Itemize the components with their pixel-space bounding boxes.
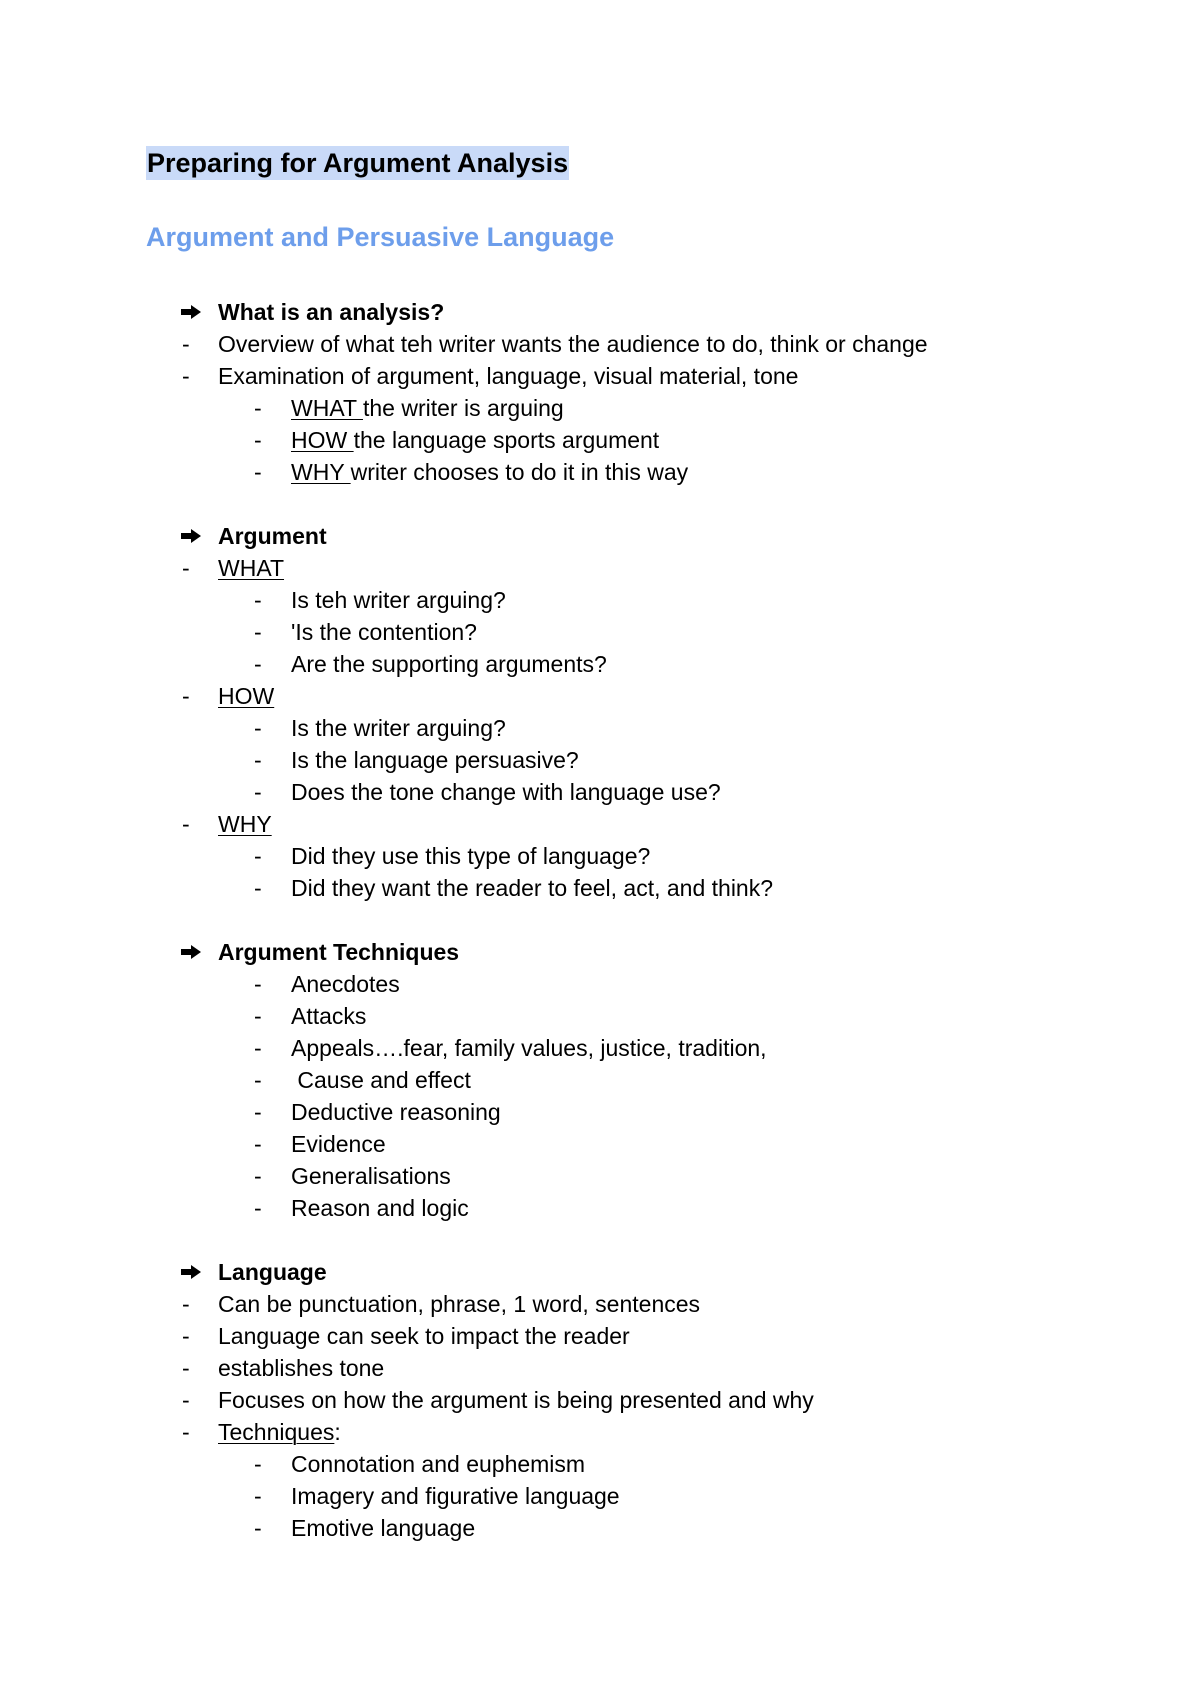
- dash-bullet: -: [182, 1323, 190, 1349]
- item-text: Did they want the reader to feel, act, and think?: [291, 875, 774, 901]
- arrow-icon: [180, 936, 208, 968]
- item-text: Is teh writer arguing?: [291, 587, 506, 613]
- item-rest: the writer is arguing: [362, 395, 564, 421]
- dash-bullet: -: [182, 811, 190, 837]
- item-text: Connotation and euphemism: [291, 1451, 586, 1477]
- dash-bullet: -: [254, 843, 262, 869]
- page-subtitle: Argument and Persuasive Language: [146, 222, 615, 252]
- item-rest: writer chooses to do it in this way: [350, 459, 689, 485]
- dash-bullet: -: [254, 1035, 262, 1061]
- heading-text: What is an analysis?: [218, 299, 445, 325]
- dash-bullet: -: [254, 1483, 262, 1509]
- item-text: Emotive language: [291, 1515, 476, 1541]
- dash-bullet: -: [182, 1419, 190, 1445]
- item-text: Evidence: [291, 1131, 386, 1157]
- heading-text: Argument: [218, 523, 327, 549]
- item-text: Does the tone change with language use?: [291, 779, 721, 805]
- dash-bullet: -: [254, 1195, 262, 1221]
- arrow-icon: [180, 296, 208, 328]
- dash-bullet: -: [254, 1067, 262, 1093]
- item-text: Can be punctuation, phrase, 1 word, sentences: [218, 1291, 701, 1317]
- dash-bullet: -: [182, 1291, 190, 1317]
- dash-bullet: -: [254, 971, 262, 997]
- item-text: Deductive reasoning: [291, 1099, 501, 1125]
- item-text: Cause and effect: [291, 1067, 471, 1093]
- dash-bullet: -: [254, 395, 262, 421]
- heading-text: Language: [218, 1259, 327, 1285]
- item-text: Did they use this type of language?: [291, 843, 651, 869]
- item-text: [291, 392, 564, 424]
- item-text: 'Is the contention?: [291, 619, 477, 645]
- item-rest: the language sports argument: [353, 427, 660, 453]
- arrow-icon: [180, 1256, 208, 1288]
- item-text: Reason and logic: [291, 1195, 469, 1221]
- dash-bullet: -: [182, 363, 190, 389]
- dash-bullet: -: [254, 619, 262, 645]
- dash-bullet: -: [254, 1515, 262, 1541]
- item-text: Appeals….fear, family values, justice, tradition,: [291, 1035, 767, 1061]
- item-text: Is the writer arguing?: [291, 715, 506, 741]
- dash-bullet: -: [182, 1355, 190, 1381]
- item-text: WHY: [218, 811, 272, 837]
- dash-bullet: -: [254, 1163, 262, 1189]
- dash-bullet: -: [254, 1131, 262, 1157]
- item-text: WHAT: [218, 555, 285, 581]
- dash-bullet: -: [254, 1003, 262, 1029]
- item-lead: WHAT: [291, 395, 363, 421]
- dash-bullet: -: [182, 555, 190, 581]
- item-text: establishes tone: [218, 1355, 385, 1381]
- dash-bullet: -: [254, 779, 262, 805]
- dash-bullet: -: [254, 875, 262, 901]
- dash-bullet: -: [182, 1387, 190, 1413]
- item-lead: WHY: [291, 459, 351, 485]
- item-text: [218, 1416, 341, 1448]
- item-lead: HOW: [291, 427, 354, 453]
- item-text: Attacks: [291, 1003, 367, 1029]
- dash-bullet: -: [182, 331, 190, 357]
- page-title: Preparing for Argument Analysis: [147, 148, 569, 178]
- item-text: [291, 456, 688, 488]
- item-text: Is the language persuasive?: [291, 747, 579, 773]
- dash-bullet: -: [254, 1099, 262, 1125]
- item-text: Language can seek to impact the reader: [218, 1323, 630, 1349]
- item-text: Anecdotes: [291, 971, 400, 997]
- dash-bullet: -: [254, 427, 262, 453]
- techniques-colon: :: [334, 1419, 341, 1445]
- dash-bullet: -: [254, 587, 262, 613]
- item-text: Are the supporting arguments?: [291, 651, 607, 677]
- item-text: Imagery and figurative language: [291, 1483, 620, 1509]
- arrow-icon: [180, 520, 208, 552]
- item-text: Overview of what teh writer wants the audience to do, think or change: [218, 331, 928, 357]
- dash-bullet: -: [254, 651, 262, 677]
- item-text: Examination of argument, language, visual material, tone: [218, 363, 799, 389]
- item-text: Generalisations: [291, 1163, 451, 1189]
- dash-bullet: -: [254, 715, 262, 741]
- dash-bullet: -: [254, 747, 262, 773]
- item-text: [291, 424, 659, 456]
- dash-bullet: -: [182, 683, 190, 709]
- dash-bullet: -: [254, 459, 262, 485]
- item-text: HOW: [218, 683, 275, 709]
- item-text: Focuses on how the argument is being presented and why: [218, 1387, 814, 1413]
- dash-bullet: -: [254, 1451, 262, 1477]
- heading-text: Argument Techniques: [218, 939, 460, 965]
- techniques-label: Techniques: [218, 1419, 335, 1445]
